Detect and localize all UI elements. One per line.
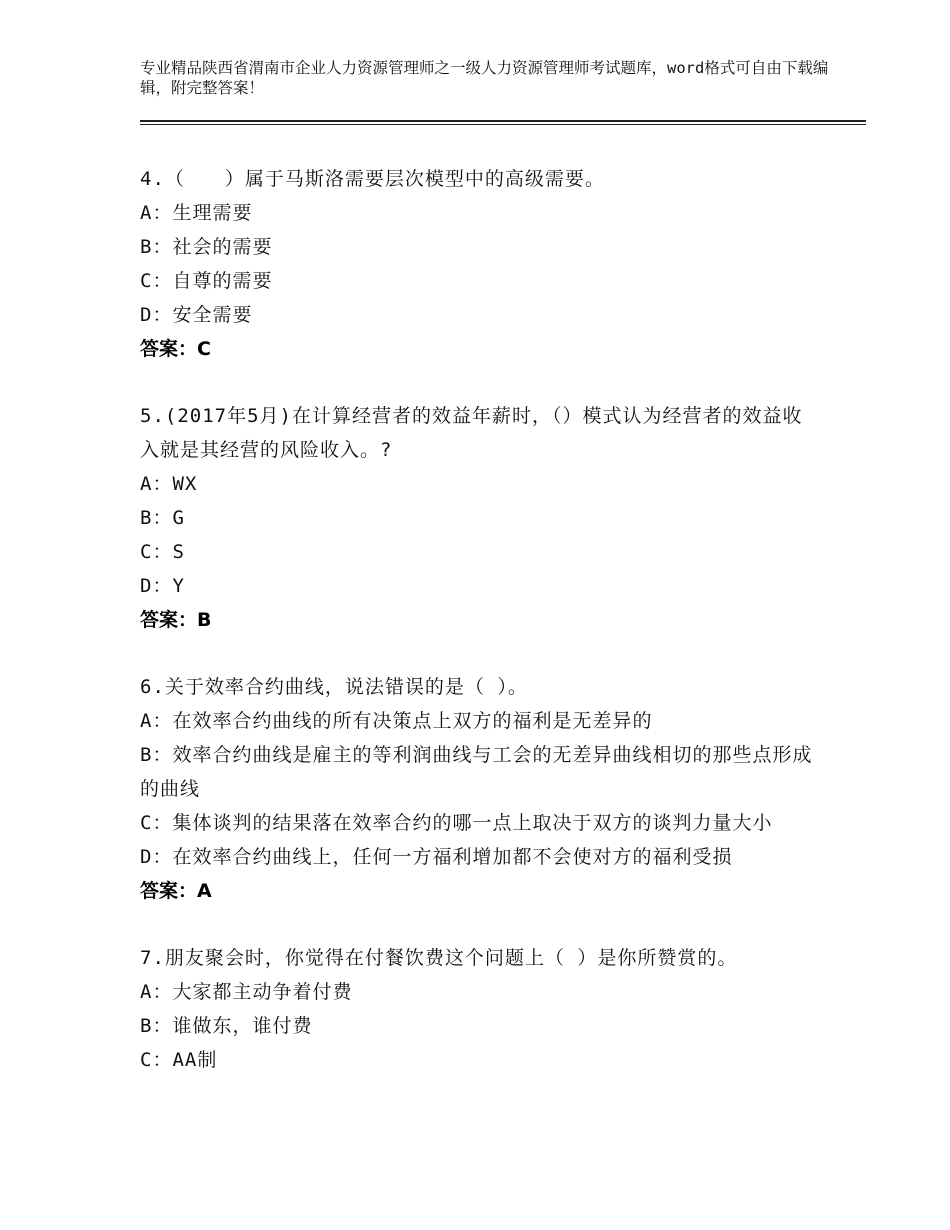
option-text: 自尊的需要 [172, 270, 273, 292]
option-a [140, 196, 820, 230]
option-text: Y [172, 575, 185, 597]
option-a [140, 975, 820, 1009]
option-text: S [172, 541, 185, 563]
option-b [140, 501, 820, 535]
question-5 [140, 399, 820, 637]
option-key: B： [140, 1015, 173, 1037]
option-text: 谁做东，谁付费 [172, 1015, 313, 1037]
option-key: C： [140, 270, 173, 292]
option-d [140, 569, 820, 603]
question-stem: 5.(2017年5月)在计算经营者的效益年薪时，（）模式认为经营者的效益收入就是其经营的风险收入。? [140, 405, 803, 461]
question-stem: 7.朋友聚会时，你觉得在付餐饮费这个问题上（ ）是你所赞赏的。 [140, 947, 738, 969]
header-divider-thin [140, 124, 866, 125]
option-key: C： [140, 812, 173, 834]
question-stem: 4.（ ）属于马斯洛需要层次模型中的高级需要。 [140, 168, 605, 190]
option-text: AA制 [172, 1049, 218, 1071]
option-c [140, 1043, 820, 1077]
option-text: 在效率合约曲线的所有决策点上双方的福利是无差异的 [172, 710, 653, 732]
option-text: WX [172, 473, 198, 495]
question-list [140, 162, 820, 1110]
option-d [140, 840, 820, 874]
option-c [140, 535, 820, 569]
option-key: A： [140, 710, 173, 732]
option-c [140, 806, 820, 840]
option-text: 生理需要 [172, 202, 253, 224]
option-b [140, 230, 820, 264]
option-text: 大家都主动争着付费 [172, 981, 353, 1003]
option-a [140, 704, 820, 738]
question-stem: 6.关于效率合约曲线，说法错误的是（ ）。 [140, 676, 528, 698]
option-text: G [172, 507, 185, 529]
question-4 [140, 162, 820, 366]
document-header: 专业精品陕西省渭南市企业人力资源管理师之一级人力资源管理师考试题库，word格式可自由下载编辑，附完整答案！ [140, 59, 829, 97]
option-text: 社会的需要 [172, 236, 273, 258]
question-6 [140, 670, 820, 908]
option-d [140, 298, 820, 332]
option-c [140, 264, 820, 298]
option-key: C： [140, 541, 173, 563]
answer-line: 答案：C [140, 338, 211, 360]
option-text: 效率合约曲线是雇主的等利润曲线与工会的无差异曲线相切的那些点形成的曲线 [140, 744, 813, 800]
option-key: A： [140, 473, 173, 495]
option-key: B： [140, 236, 173, 258]
option-key: B： [140, 744, 173, 766]
option-key: D： [140, 575, 173, 597]
option-key: B： [140, 507, 173, 529]
option-text: 在效率合约曲线上，任何一方福利增加都不会使对方的福利受损 [172, 846, 733, 868]
option-key: A： [140, 981, 173, 1003]
option-key: D： [140, 846, 173, 868]
option-text: 集体谈判的结果落在效率合约的哪一点上取决于双方的谈判力量大小 [172, 812, 773, 834]
option-key: D： [140, 304, 173, 326]
option-b [140, 1009, 820, 1043]
header-divider-thick [140, 120, 866, 122]
answer-line: 答案：B [140, 609, 212, 631]
option-key: A： [140, 202, 173, 224]
option-b [140, 738, 820, 806]
option-text: 安全需要 [172, 304, 253, 326]
answer-line: 答案：A [140, 880, 212, 902]
question-7 [140, 941, 820, 1077]
option-a [140, 467, 820, 501]
option-key: C： [140, 1049, 173, 1071]
